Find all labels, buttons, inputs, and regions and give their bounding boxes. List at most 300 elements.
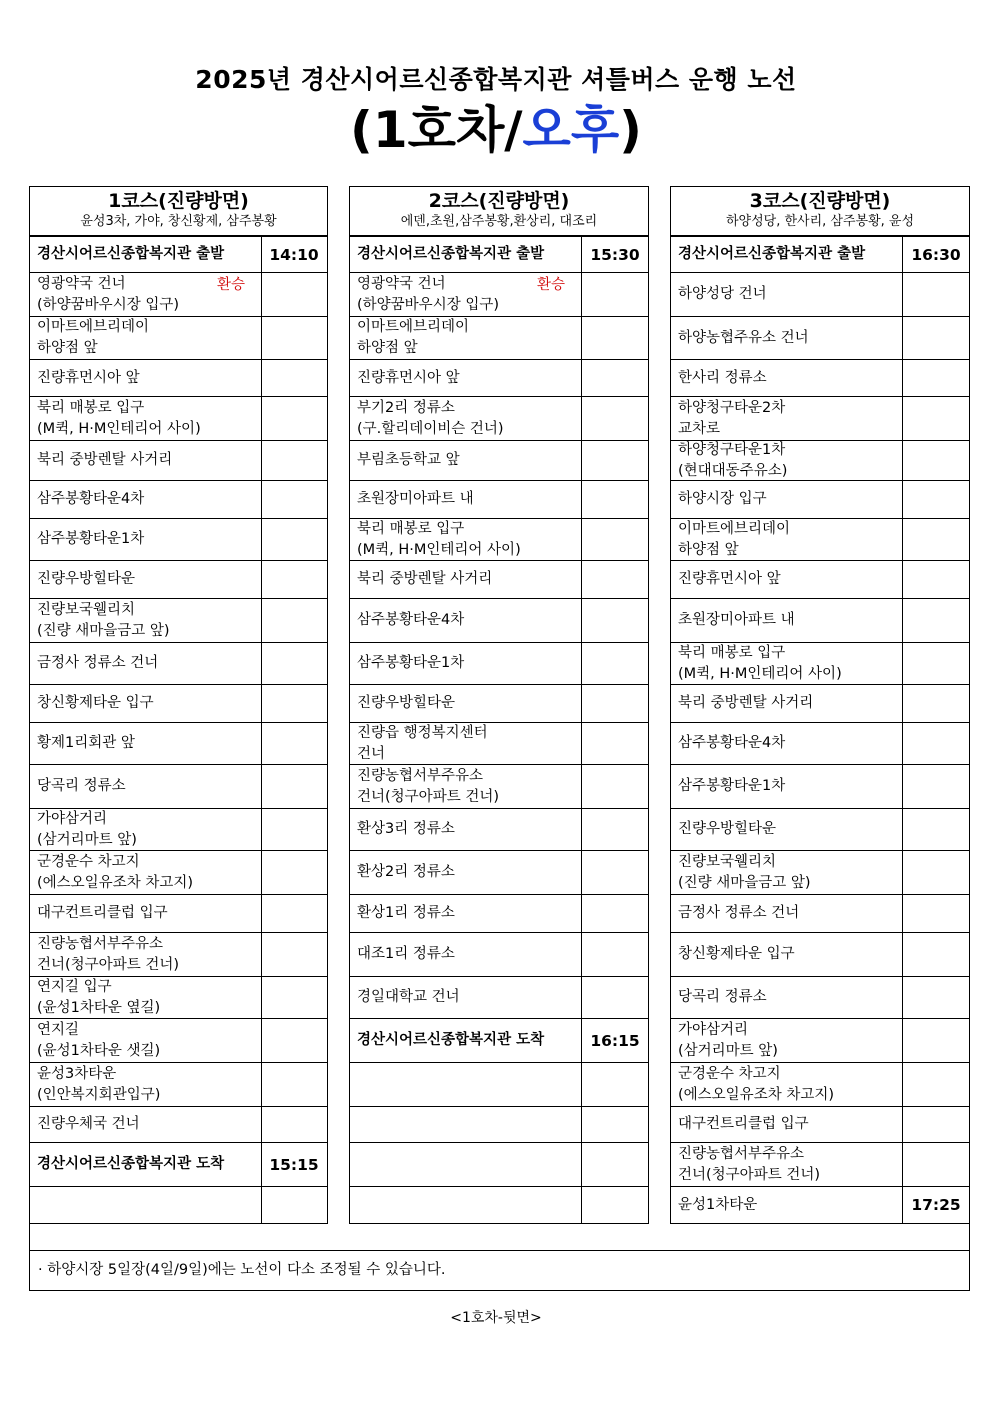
stop-time	[261, 317, 327, 359]
stop-line: (M퀵, H·M인테리어 사이)	[37, 420, 201, 437]
stop-time	[903, 519, 969, 560]
stop-line: 금정사 정류소 건너	[678, 905, 800, 921]
route-row	[671, 561, 969, 599]
stop-name	[350, 237, 582, 272]
course-1-table	[29, 186, 328, 1224]
route-row	[671, 643, 969, 685]
stop-line: (M퀵, H·M인테리어 사이)	[678, 665, 842, 682]
stop-name	[30, 273, 262, 316]
stop-line: 북리 중방렌탈 사거리	[357, 571, 493, 587]
stop-line: 하양성당 건너	[678, 286, 767, 302]
route-row	[671, 809, 969, 851]
stop-name	[671, 1107, 903, 1142]
stop-line: (M퀵, H·M인테리어 사이)	[357, 541, 521, 558]
stop-time	[903, 1107, 969, 1142]
course-header	[30, 187, 327, 237]
stop-time	[582, 397, 648, 440]
stop-line: 북리 매봉로 입구	[678, 644, 786, 661]
stop-time	[261, 685, 327, 722]
stop-name	[671, 360, 903, 396]
stop-line: 진량우방힐타운	[357, 695, 456, 711]
route-row	[30, 895, 327, 933]
stop-time	[582, 895, 648, 932]
route-row	[671, 237, 969, 273]
stop-line: 경산시어르신종합복지관 출발	[357, 246, 545, 262]
stop-name	[671, 1063, 903, 1106]
stop-time	[903, 643, 969, 684]
route-row	[30, 519, 327, 561]
stop-name	[30, 933, 262, 976]
stop-time	[261, 809, 327, 850]
stop-time	[261, 599, 327, 642]
stop-time	[261, 481, 327, 518]
stop-time: 15:30	[590, 245, 640, 264]
route-row	[671, 977, 969, 1019]
stop-name	[350, 1187, 582, 1223]
stop-line: 삼주봉황타운4차	[678, 735, 786, 751]
route-row	[671, 1063, 969, 1107]
stop-line: 초원장미아파트 내	[678, 612, 795, 628]
route-row	[30, 1063, 327, 1107]
stop-line: (하양꿈바우시장 입구)	[357, 296, 499, 313]
stop-line: (삼거리마트 앞)	[37, 831, 137, 848]
stop-name	[671, 481, 903, 518]
stop-name	[350, 809, 582, 850]
route-row	[30, 561, 327, 599]
stop-time	[582, 561, 648, 598]
stop-line: 군경운수 차고지	[37, 853, 140, 870]
stop-name	[350, 933, 582, 976]
stop-line: 진량농협서부주유소	[357, 767, 484, 784]
stop-line: 진량농협서부주유소	[37, 935, 164, 952]
stop-name	[30, 1187, 262, 1223]
stop-line: 진량읍 행정복지센터	[357, 724, 488, 741]
stop-line: 건너(청구아파트 건너)	[37, 956, 179, 973]
stop-name	[350, 561, 582, 598]
course-desc: 하양성당, 한사리, 삼주봉황, 윤성	[725, 214, 915, 229]
stop-time	[903, 851, 969, 894]
route-row	[671, 1019, 969, 1063]
stop-line: (진량 새마을금고 앞)	[678, 874, 811, 891]
route-row	[350, 895, 648, 933]
route-row	[30, 809, 327, 851]
stop-line: 부림초등학교 앞	[357, 452, 460, 468]
stop-time	[582, 933, 648, 976]
route-row	[350, 643, 648, 685]
stop-line: 진량우체국 건너	[37, 1116, 140, 1132]
course-name: 2코스(진량방면)	[428, 190, 570, 212]
stop-time	[261, 519, 327, 560]
stop-line: 진량우방힐타운	[37, 571, 136, 587]
stop-name	[30, 317, 262, 359]
stop-line: 이마트에브리데이	[678, 520, 791, 537]
stop-name	[30, 895, 262, 932]
stop-line: (에스오일유조차 차고지)	[37, 874, 193, 891]
stop-time	[582, 685, 648, 722]
route-row	[671, 317, 969, 360]
stop-name	[350, 723, 582, 764]
stop-line: 경산시어르신종합복지관 출발	[37, 246, 225, 262]
stop-line: 대구컨트리클럽 입구	[678, 1116, 809, 1132]
stop-name	[671, 1019, 903, 1062]
stop-time	[582, 317, 648, 359]
stop-name	[350, 1019, 582, 1062]
stop-line: 건너(청구아파트 건너)	[357, 788, 499, 805]
stop-name	[350, 765, 582, 808]
stop-line: 교차로	[678, 420, 721, 437]
schedule-note: · 하양시장 5일장(4일/9일)에는 노선이 다소 조정될 수 있습니다.	[29, 1250, 970, 1291]
route-row	[350, 519, 648, 561]
stop-name	[30, 643, 262, 684]
stop-line: (윤성1차타운 샛길)	[37, 1042, 161, 1059]
stop-name	[350, 317, 582, 359]
stop-line: 대조1리 정류소	[357, 946, 455, 962]
stop-name	[671, 643, 903, 684]
stop-line: 하양청구타운2차	[678, 399, 786, 416]
stop-line: 진량휴먼시아 앞	[37, 369, 140, 386]
stop-line: 하양점 앞	[37, 340, 98, 356]
route-row	[350, 1019, 648, 1063]
stop-line: (현대대동주유소)	[678, 462, 788, 479]
stop-time	[582, 723, 648, 764]
stop-time	[261, 441, 327, 480]
stop-line: 환상3리 정류소	[357, 821, 455, 837]
stop-line: 가야삼거리	[678, 1021, 749, 1038]
stop-line: (하양꿈바우시장 입구)	[37, 296, 179, 313]
route-row	[30, 360, 327, 397]
stop-name	[30, 599, 262, 642]
stop-line: 삼주봉황타운1차	[678, 778, 786, 794]
stop-line: 경산시어르신종합복지관 도착	[357, 1032, 545, 1048]
stop-time	[582, 360, 648, 396]
stop-line: 군경운수 차고지	[678, 1065, 781, 1082]
stop-line: 삼주봉황타운4차	[357, 612, 465, 628]
route-row	[671, 1107, 969, 1143]
stop-name	[671, 723, 903, 764]
stop-line: (구.할리데이비슨 건너)	[357, 420, 504, 437]
route-row	[350, 851, 648, 895]
stop-name	[350, 273, 582, 316]
stop-time	[261, 895, 327, 932]
stop-name	[350, 599, 582, 642]
stop-line: (윤성1차타운 옆길)	[37, 999, 161, 1016]
route-row	[350, 1063, 648, 1107]
stop-time	[903, 273, 969, 316]
route-row	[671, 851, 969, 895]
stop-line: 대구컨트리클럽 입구	[37, 905, 168, 921]
subtitle-prefix: (1호차/	[350, 101, 523, 159]
subtitle-suffix: )	[619, 101, 642, 159]
stop-line: 윤성3차타운	[37, 1065, 117, 1082]
route-row	[671, 599, 969, 643]
stop-time	[903, 809, 969, 850]
stop-line: 하양시장 입구	[678, 491, 767, 507]
course-header	[350, 187, 648, 237]
page-footer: <1호차-뒷면>	[450, 1310, 542, 1326]
transfer-label: 환승	[536, 277, 565, 293]
route-row	[30, 933, 327, 977]
course-desc: 에덴,초원,삼주봉황,환상리, 대조리	[400, 214, 598, 229]
stop-name	[671, 851, 903, 894]
stop-name	[30, 237, 262, 272]
stop-time	[903, 1063, 969, 1106]
route-row	[350, 561, 648, 599]
stop-name	[671, 519, 903, 560]
route-row	[350, 1107, 648, 1143]
route-row	[30, 441, 327, 481]
stop-name	[671, 317, 903, 359]
stop-line: 경산시어르신종합복지관 출발	[678, 246, 866, 262]
route-row	[671, 273, 969, 317]
stop-name	[30, 561, 262, 598]
route-row	[30, 685, 327, 723]
stop-name	[671, 397, 903, 440]
stop-name	[30, 1107, 262, 1142]
route-row	[30, 599, 327, 643]
stop-name	[30, 360, 262, 396]
course-desc: 윤성3차, 가야, 창신황제, 삼주봉황	[80, 214, 277, 229]
stop-time	[582, 441, 648, 480]
stop-time	[582, 851, 648, 894]
stop-line: 진량보국웰리치	[37, 601, 136, 618]
route-row	[350, 809, 648, 851]
stop-name	[671, 809, 903, 850]
course-3-table	[670, 186, 970, 1224]
stop-time	[582, 1107, 648, 1142]
route-row	[30, 1143, 327, 1187]
course-rows	[350, 237, 648, 1223]
route-row	[671, 360, 969, 397]
stop-line: 윤성1차타운	[678, 1196, 758, 1213]
route-row	[30, 273, 327, 317]
stop-line: 진량우방힐타운	[678, 821, 777, 837]
stop-time	[903, 977, 969, 1018]
stop-time	[261, 851, 327, 894]
stop-time	[582, 1187, 648, 1223]
stop-time	[261, 977, 327, 1018]
stop-line: 하양청구타운1차	[678, 441, 786, 458]
course-name: 1코스(진량방면)	[108, 190, 249, 212]
stop-line: 건너	[357, 745, 386, 762]
stop-line: (인안복지회관입구)	[37, 1086, 161, 1103]
stop-line: 연지길 입구	[37, 978, 112, 995]
route-row	[671, 895, 969, 933]
route-row	[671, 481, 969, 519]
stop-time	[903, 317, 969, 359]
stop-time	[903, 933, 969, 976]
stop-time	[582, 643, 648, 684]
route-row	[350, 237, 648, 273]
route-row	[671, 441, 969, 481]
stop-name	[350, 895, 582, 932]
route-row	[30, 317, 327, 360]
course-rows	[30, 237, 327, 1223]
stop-name	[671, 599, 903, 642]
route-row	[350, 441, 648, 481]
stop-time: 17:25	[911, 1196, 961, 1214]
stop-name	[30, 977, 262, 1018]
stop-line: 이마트에브리데이	[37, 319, 150, 335]
route-row	[30, 1019, 327, 1063]
stop-name	[30, 809, 262, 850]
stop-line: 하양점 앞	[357, 340, 418, 356]
stop-line: 영광약국 건너	[357, 275, 446, 292]
stop-line: 삼주봉황타운1차	[37, 531, 145, 547]
stop-name	[671, 977, 903, 1018]
route-row	[30, 765, 327, 809]
route-row	[671, 1187, 969, 1223]
stop-name	[671, 273, 903, 316]
stop-line: 북리 중방렌탈 사거리	[37, 452, 173, 468]
stop-name	[671, 895, 903, 932]
stop-time	[903, 599, 969, 642]
stop-name	[671, 441, 903, 480]
stop-time	[903, 1019, 969, 1062]
stop-time	[582, 809, 648, 850]
stop-line: 환상1리 정류소	[357, 905, 455, 921]
stop-time	[261, 1019, 327, 1062]
route-row	[30, 1187, 327, 1223]
stop-line: 경일대학교 건너	[357, 989, 460, 1005]
stop-time	[582, 481, 648, 518]
stop-line: 진량보국웰리치	[678, 853, 777, 870]
route-row	[350, 1143, 648, 1187]
stop-name	[671, 561, 903, 598]
stop-time	[582, 765, 648, 808]
stop-name	[30, 481, 262, 518]
table-spacer	[29, 1223, 970, 1251]
stop-line: 진량휴먼시아 앞	[357, 369, 460, 386]
stop-time: 15:15	[269, 1155, 319, 1174]
transfer-label: 환승	[216, 277, 245, 293]
stop-time	[903, 895, 969, 932]
stop-line: 황제1리회관 앞	[37, 735, 135, 751]
route-row	[671, 519, 969, 561]
route-row	[350, 685, 648, 723]
stop-line: (에스오일유조차 차고지)	[678, 1086, 834, 1103]
stop-name	[30, 851, 262, 894]
stop-name	[350, 519, 582, 560]
stop-time	[261, 360, 327, 396]
stop-name	[671, 237, 903, 272]
stop-time	[582, 273, 648, 316]
stop-name	[30, 519, 262, 560]
route-row	[350, 1187, 648, 1223]
stop-time	[261, 1063, 327, 1106]
stop-name	[671, 765, 903, 808]
stop-line: 초원장미아파트 내	[357, 491, 474, 507]
stop-time: 16:15	[590, 1031, 640, 1050]
route-row	[350, 481, 648, 519]
stop-time	[903, 360, 969, 396]
stop-time	[261, 933, 327, 976]
route-row	[30, 397, 327, 441]
stop-line: 북리 중방렌탈 사거리	[678, 695, 814, 711]
stop-name	[350, 1143, 582, 1186]
stop-name	[671, 1143, 903, 1186]
stop-time: 14:10	[269, 245, 319, 264]
stop-time	[261, 1107, 327, 1142]
route-row	[671, 397, 969, 441]
stop-time	[261, 397, 327, 440]
stop-time	[582, 977, 648, 1018]
stop-line: 한사리 정류소	[678, 369, 767, 386]
route-row	[350, 397, 648, 441]
stop-line: 창신황제타운 입구	[678, 946, 795, 962]
stop-line: 삼주봉황타운1차	[357, 655, 465, 671]
route-row	[30, 481, 327, 519]
stop-name	[30, 1143, 262, 1186]
stop-time	[582, 599, 648, 642]
route-row	[350, 765, 648, 809]
route-row	[350, 723, 648, 765]
stop-name	[30, 441, 262, 480]
stop-time	[903, 561, 969, 598]
stop-time	[261, 561, 327, 598]
stop-line: 금정사 정류소 건너	[37, 655, 159, 671]
stop-time: 16:30	[911, 245, 961, 264]
stop-time	[261, 643, 327, 684]
stop-line: 진량농협서부주유소	[678, 1145, 805, 1162]
stop-time	[261, 1187, 327, 1223]
stop-line: (진량 새마을금고 앞)	[37, 622, 170, 639]
stop-time	[582, 519, 648, 560]
stop-name	[350, 1107, 582, 1142]
stop-name	[671, 1187, 903, 1223]
stop-time	[903, 1143, 969, 1186]
stop-time	[261, 723, 327, 764]
stop-line: 하양점 앞	[678, 541, 739, 558]
page-title: 2025년 경산시어르신종합복지관 셔틀버스 운행 노선	[195, 65, 797, 94]
stop-name	[350, 481, 582, 518]
route-row	[671, 933, 969, 977]
stop-line: 북리 매봉로 입구	[37, 399, 145, 416]
course-rows	[671, 237, 969, 1223]
stop-name	[350, 851, 582, 894]
route-row	[30, 851, 327, 895]
stop-time	[261, 273, 327, 316]
page-subtitle	[0, 98, 992, 162]
stop-line: 이마트에브리데이	[357, 319, 470, 335]
route-row	[30, 1107, 327, 1143]
stop-line: 가야삼거리	[37, 810, 108, 827]
stop-time	[582, 1143, 648, 1186]
route-row	[671, 685, 969, 723]
route-row	[350, 977, 648, 1019]
subtitle-accent: 오후	[522, 101, 620, 159]
stop-line: 당곡리 정류소	[678, 989, 767, 1005]
route-row	[30, 977, 327, 1019]
stop-line: 북리 매봉로 입구	[357, 520, 465, 537]
stop-line: 진량휴먼시아 앞	[678, 571, 781, 587]
stop-name	[30, 723, 262, 764]
stop-name	[30, 1063, 262, 1106]
stop-time	[903, 685, 969, 722]
stop-line: 삼주봉황타운4차	[37, 491, 145, 507]
stop-line: 환상2리 정류소	[357, 864, 455, 880]
stop-name	[30, 397, 262, 440]
route-row	[671, 723, 969, 765]
course-header	[671, 187, 969, 237]
stop-name	[350, 441, 582, 480]
stop-time	[903, 765, 969, 808]
stop-name	[350, 685, 582, 722]
stop-line: 창신황제타운 입구	[37, 695, 154, 711]
route-row	[671, 1143, 969, 1187]
route-row	[30, 237, 327, 273]
route-row	[30, 643, 327, 685]
stop-time	[903, 441, 969, 480]
